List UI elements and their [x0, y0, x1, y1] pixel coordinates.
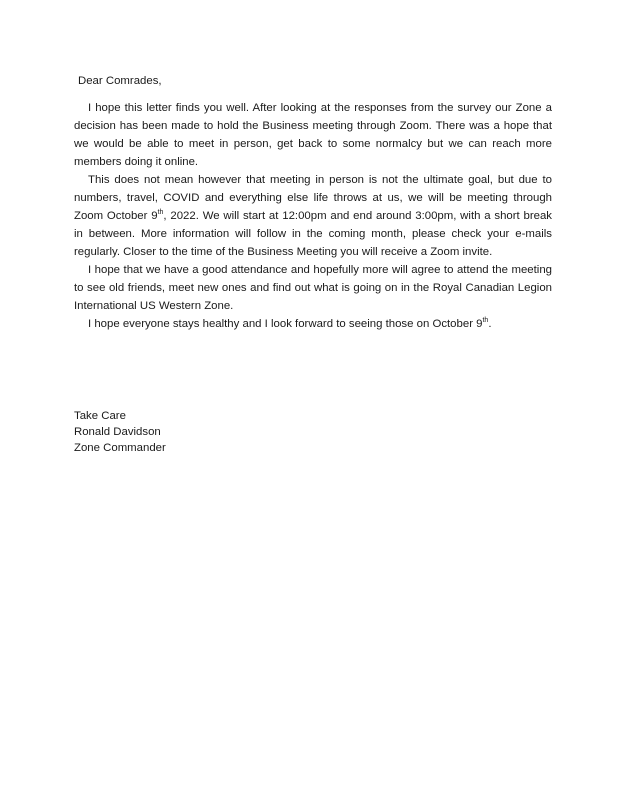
ordinal-suffix: th: [482, 317, 489, 325]
paragraph-2-text-b: , 2022. We will start at 12:00pm and end around 3:00pm, with a short break in between. More information will follow in the coming month, please check your e-mails regularly. Closer to the time of the Business Meeting you will receive a Zoom invite.: [74, 210, 552, 258]
signer-name: Ronald Davidson: [74, 426, 161, 438]
paragraph-4: [74, 315, 552, 333]
greeting: Dear Comrades,: [78, 75, 162, 87]
ordinal-suffix: th: [157, 209, 164, 217]
paragraph-2: [74, 171, 552, 261]
paragraph-1: I hope this letter finds you well. After looking at the responses from the survey our Zone a decision has been made to hold the Business meeting through Zoom. There was a hope that we would be able to meet in person, get back to some normalcy but we can reach more members doing it online.: [74, 102, 552, 168]
letter-body: [74, 72, 552, 333]
closing-block: [74, 408, 166, 456]
paragraph-2-text-a: This does not mean however that meeting in person is not the ultimate goal, but due to numbers, travel, COVID and everything else life throws at us, we will be meeting through Zoom October 9: [74, 174, 552, 222]
signer-title: Zone Commander: [74, 442, 166, 454]
signoff: Take Care: [74, 410, 126, 422]
paragraph-3: I hope that we have a good attendance and hopefully more will agree to attend the meeting to see old friends, meet new ones and find out what is going on in the Royal Canadian Legion International US Western Zone.: [74, 264, 552, 312]
paragraph-4-text-b: .: [488, 318, 492, 330]
paragraph-4-text-a: I hope everyone stays healthy and I look forward to seeing those on October 9: [88, 318, 483, 330]
